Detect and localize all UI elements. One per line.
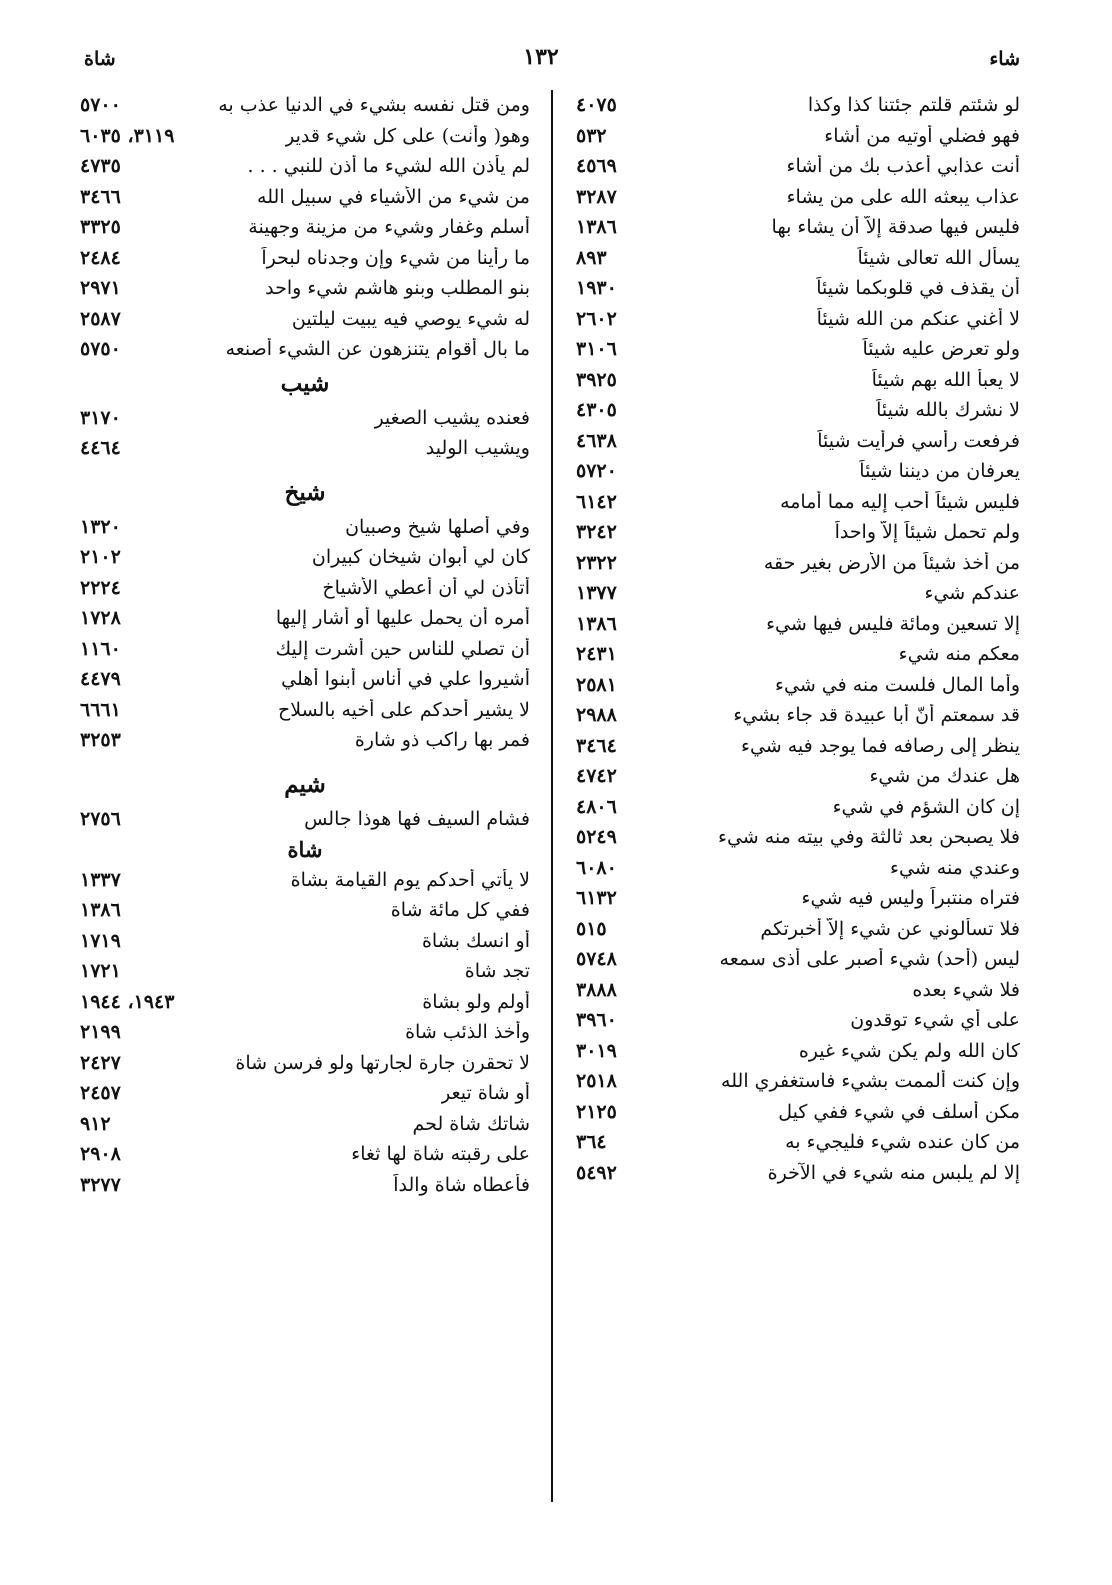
index-entry [80,865,530,896]
right-column [576,90,1020,1188]
entry-text: وهو( وأنت) على كل شيء قدير [285,124,530,147]
entry-reference-number: ٣٣٢٥ [80,216,121,239]
entry-reference-number: ١٩٣٠ [576,277,617,300]
entry-text: فلا تسألوني عن شيء إلاَّ أخبرتكم [760,917,1020,940]
entry-reference-number: ٢٥٨٧ [80,307,121,330]
entry-reference-number: ٤٧٣٥ [80,155,121,178]
index-entry [576,334,1020,365]
index-entry [80,926,530,957]
index-entry [80,695,530,726]
index-entry [576,792,1020,823]
entry-text: ولو تعرض عليه شيئاً [862,338,1020,361]
entry-reference-number: ٤٧٤٢ [576,765,617,788]
entry-reference-number: ٤٣٠٥ [576,399,617,422]
entry-text: إن كان الشؤم في شيء [832,795,1020,818]
index-entry [576,395,1020,426]
index-entry [576,975,1020,1006]
index-entry [576,1036,1020,1067]
index-entry [576,243,1020,274]
entry-text: يسأل الله تعالى شيئاً [857,246,1020,269]
entry-reference-number: ٣١٠٦ [576,338,617,361]
section-heading: شيم [284,771,326,798]
entry-text: أو شاة تيعر [441,1082,530,1105]
entry-text: ينظر إلى رصافه فما يوجد فيه شيء [741,734,1020,757]
entry-text: وأخذ الذئب شاة [405,1021,530,1044]
index-entry [80,725,530,756]
entry-text: أنت عذابي أعذب بك من أشاء [786,155,1020,178]
index-entry [576,365,1020,396]
index-entry [576,883,1020,914]
entry-text: أولم ولو بشاة [422,990,530,1013]
entry-reference-number: ٤٤٧٩ [80,668,121,691]
index-entry [576,670,1020,701]
entry-text: فرفعت رأسي فرأيت شيئاً [817,429,1020,452]
entry-text: أن تصلي للناس حين أشرت إليك [275,637,530,660]
entry-reference-number: ٢٥٨١ [576,673,617,696]
index-entry [576,1005,1020,1036]
entry-text: أتأذن لي أن أعطي الأشياخ [322,576,530,599]
entry-reference-number: ١٣٧٧ [576,582,617,605]
index-entry [576,182,1020,213]
entry-text: هل عندك من شيء [869,765,1020,788]
index-entry [576,761,1020,792]
index-entry [80,1109,530,1140]
entry-text: وفي أصلها شيخ وصبيان [345,515,530,538]
entry-reference-number: ٢١٢٥ [576,1100,617,1123]
entry-text: فليس شيئاً أحب إليه مما أمامه [780,490,1020,513]
index-entry [576,121,1020,152]
entry-text: فشام السيف فها هوذا جالس [304,807,530,830]
entry-text: إلا تسعين ومائة فليس فيها شيء [766,612,1020,635]
entry-reference-number: ٤٦٣٨ [576,429,617,452]
entry-text: لا يأتي أحدكم يوم القيامة بشاة [290,868,530,891]
entry-reference-number: ٢٢٢٤ [80,576,121,599]
entry-text: على أي شيء توقدون [850,1009,1020,1032]
entry-reference-number: ٢٤٥٧ [80,1082,121,1105]
index-entry [80,121,530,152]
entry-reference-number: ٦١٤٢ [576,490,617,513]
entry-reference-number: ٢٥١٨ [576,1070,617,1093]
entry-text: عذاب يبعثه الله على من يشاء [786,185,1020,208]
entry-text: فهو فضلي أوتيه من أشاء [824,124,1020,147]
index-entry [576,700,1020,731]
entry-text: ما بال أقوام يتنزهون عن الشيء أصنعه [225,338,530,361]
entry-text: كان لي أبوان شيخان كبيران [311,546,530,569]
entry-reference-number: ٦٦٦١ [80,698,121,721]
index-entry [576,548,1020,579]
entry-text: على رقبته شاة لها ثغاء [351,1143,530,1166]
entry-reference-number: ٦٠٨٠ [576,856,617,879]
entry-reference-number: ١٧٢١ [80,960,121,983]
entry-reference-number: ١١٦٠ [80,637,121,660]
entry-reference-number: ٥٧٢٠ [576,460,617,483]
entry-reference-number: ١٧١٩ [80,929,121,952]
section-heading: شاة [287,836,323,862]
entry-reference-number: ٣١٧٠ [80,406,121,429]
entry-reference-number: ٢٤٢٧ [80,1051,121,1074]
entry-text: أن يقذف في قلوبكما شيئاً [816,277,1020,300]
entry-reference-number: ٣٩٢٥ [576,368,617,391]
section-heading: شيب [280,370,330,397]
section-heading: شيخ [284,479,326,506]
entry-reference-number: ٢١٩٩ [80,1021,121,1044]
entry-text: يعرفان من ديننا شيئاً [859,460,1020,483]
index-entry [576,273,1020,304]
entry-text: لا أغني عنكم من الله شيئاً [816,307,1020,330]
entry-text: من أخذ شيئاً من الأرض بغير حقه [763,551,1020,574]
index-entry [80,182,530,213]
entry-reference-number: ٣٢٥٣ [80,729,121,752]
left-column [80,90,530,1200]
index-entry [80,243,530,274]
entry-reference-number: ١٣٨٦ [80,899,121,922]
entry-reference-number: ٤٨٠٦ [576,795,617,818]
entry-text: فعنده يشيب الصغير [374,406,530,429]
index-entry [80,573,530,604]
index-entry [576,914,1020,945]
index-entry [576,822,1020,853]
entry-text: فمر بها راكب ذو شارة [354,729,530,752]
index-entry [576,1158,1020,1189]
entry-text: لم يأذن الله لشيء ما أذن للنبي . . . [247,155,530,178]
entry-text: بنو المطلب وبنو هاشم شيء واحد [265,277,530,300]
index-entry [576,1097,1020,1128]
entry-reference-number: ٣٤٦٤ [576,734,617,757]
entry-reference-number: ١٣٨٦ [576,216,617,239]
entry-text: لا يعبأ الله بهم شيئاً [871,368,1020,391]
index-entry [576,487,1020,518]
index-entry [80,542,530,573]
section-spacer [80,756,530,766]
entry-text: أسلم وغفار وشيء من مزينة وجهينة [248,216,530,239]
index-entry [80,664,530,695]
entry-text: أمره أن يحمل عليها أو أشار إليها [275,607,530,630]
index-entry [80,895,530,926]
section-spacer [80,464,530,474]
entry-reference-number: ٣٢٨٧ [576,185,617,208]
index-entry [80,1078,530,1109]
index-entry [576,426,1020,457]
entry-reference-number: ٢٤٣١ [576,643,617,666]
entry-text: وإن كنت ألممت بشيء فاستغفري الله [721,1070,1020,1093]
entry-text: فلا يصبحن بعد ثالثة وفي بيته منه شيء [718,826,1020,849]
entry-reference-number: ٥٣٢ [576,124,607,147]
entry-reference-number: ٣٤٦٦ [80,185,121,208]
entry-reference-number: ٣١١٩، ٦٠٣٥ [80,124,175,147]
index-entry [80,1170,530,1201]
index-entry [80,334,530,365]
index-entry [576,456,1020,487]
entry-reference-number: ٢٣٢٢ [576,551,617,574]
index-entry [576,639,1020,670]
entry-reference-number: ٤٥٦٩ [576,155,617,178]
entry-reference-number: ٤٠٧٥ [576,94,617,117]
index-entry [576,304,1020,335]
entry-text: عندكم شيء [924,582,1020,605]
index-entry [576,609,1020,640]
entry-reference-number: ١٩٤٣، ١٩٤٤ [80,990,175,1013]
entry-reference-number: ٣٠١٩ [576,1039,617,1062]
entry-text: من كان عنده شيء فليجيء به [785,1131,1020,1154]
index-entry [576,1127,1020,1158]
entry-text: قد سمعتم أنّ أبا عبيدة قد جاء بشيء [733,704,1020,727]
entry-text: تجد شاة [464,960,530,983]
entry-reference-number: ٢٩٨٨ [576,704,617,727]
entry-reference-number: ٨٩٣ [576,246,607,269]
entry-reference-number: ٢٩٠٨ [80,1143,121,1166]
entry-text: فأعطاه شاة والداً [393,1173,530,1196]
entry-text: لا يشير أحدكم على أخيه بالسلاح [277,698,530,721]
entry-text: ويشيب الوليد [425,437,530,460]
index-entry [80,512,530,543]
index-entry [576,517,1020,548]
index-entry [80,603,530,634]
index-entry [80,804,530,835]
entry-text: من شيء من الأشياء في سبيل الله [257,185,530,208]
index-entry [576,151,1020,182]
entry-text: فلا شيء بعده [912,978,1020,1001]
entry-text: معكم منه شيء [898,643,1020,666]
entry-reference-number: ١٣٢٠ [80,515,121,538]
index-entry [80,1139,530,1170]
entry-text: أشيروا علي في أناس أبنوا أهلي [281,668,530,691]
entry-reference-number: ٣٨٨٨ [576,978,617,1001]
entry-reference-number: ٤٤٦٤ [80,437,121,460]
entry-text: ليس (أحد) شيء أصبر على أذى سمعه [719,948,1020,971]
entry-reference-number: ٦١٣٢ [576,887,617,910]
entry-reference-number: ٢٩٧١ [80,277,121,300]
entry-text: لا نشرك بالله شيئاً [876,399,1020,422]
entry-reference-number: ٣٢٧٧ [80,1173,121,1196]
index-entry [576,731,1020,762]
index-entry [80,1048,530,1079]
header-right-root: شاء [989,48,1020,70]
page-header [62,40,1020,80]
index-entry [80,273,530,304]
index-entry [80,212,530,243]
entry-reference-number: ١٧٢٨ [80,607,121,630]
entry-text: مكن أسلف في شيء ففي كيل [778,1100,1020,1123]
column-divider [551,90,553,1502]
entry-reference-number: ٣٩٦٠ [576,1009,617,1032]
index-entry [80,987,530,1018]
index-entry [576,944,1020,975]
entry-text: أو انسك بشاة [421,929,530,952]
entry-reference-number: ١٣٨٦ [576,612,617,635]
entry-reference-number: ٣٢٤٢ [576,521,617,544]
entry-reference-number: ٢٦٠٢ [576,307,617,330]
entry-text: لا تحقرن جارة لجارتها ولو فرسن شاة [235,1051,530,1074]
entry-reference-number: ١٣٣٧ [80,868,121,891]
index-entry [80,433,530,464]
index-entry [80,151,530,182]
entry-reference-number: ٢٧٥٦ [80,807,121,830]
entry-reference-number: ٥٢٤٩ [576,826,617,849]
index-entry [80,956,530,987]
entry-reference-number: ٥٧٤٨ [576,948,617,971]
index-entry [80,1017,530,1048]
index-entry [80,90,530,121]
index-entry [576,212,1020,243]
entry-text: له شيء يوصي فيه يبيت ليلتين [291,307,530,330]
index-entry [80,403,530,434]
entry-text: شاتك شاة لحم [412,1112,530,1135]
entry-text: فليس فيها صدقة إلاَّ أن يشاء بها [771,216,1020,239]
index-entry [576,90,1020,121]
entry-text: إلا لم يلبس منه شيء في الآخرة [767,1161,1020,1184]
entry-reference-number: ٢٤٨٤ [80,246,121,269]
header-left-root: شاة [84,48,116,70]
entry-reference-number: ٢١٠٢ [80,546,121,569]
entry-text: ولم تحمل شيئاً إلاَّ واحداً [834,521,1020,544]
index-entry [576,1066,1020,1097]
entry-text: ومن قتل نفسه بشيء في الدنيا عذب به [218,94,530,117]
entry-text: فتراه منتبراً وليس فيه شيء [801,887,1020,910]
entry-text: كان الله ولم يكن شيء غيره [798,1039,1020,1062]
entry-reference-number: ٥٤٩٢ [576,1161,617,1184]
entry-reference-number: ٩١٢ [80,1112,111,1135]
index-entry [576,578,1020,609]
index-entry [80,304,530,335]
entry-text: وأما المال فلست منه في شيء [775,673,1020,696]
entry-text: ففي كل مائة شاة [390,899,530,922]
entry-reference-number: ٣٦٤ [576,1131,607,1154]
entry-reference-number: ٥٧٥٠ [80,338,121,361]
entry-text: وعندي منه شيء [890,856,1020,879]
page-number: ١٣٢ [523,44,559,70]
index-entry [576,853,1020,884]
index-entry [80,634,530,665]
entry-text: ما رأينا من شيء وإن وجدناه لبحراً [261,246,530,269]
entry-reference-number: ٥٧٠٠ [80,94,121,117]
entry-text: لو شئتم قلتم جئتنا كذا وكذا [807,94,1020,117]
entry-reference-number: ٥١٥ [576,917,607,940]
